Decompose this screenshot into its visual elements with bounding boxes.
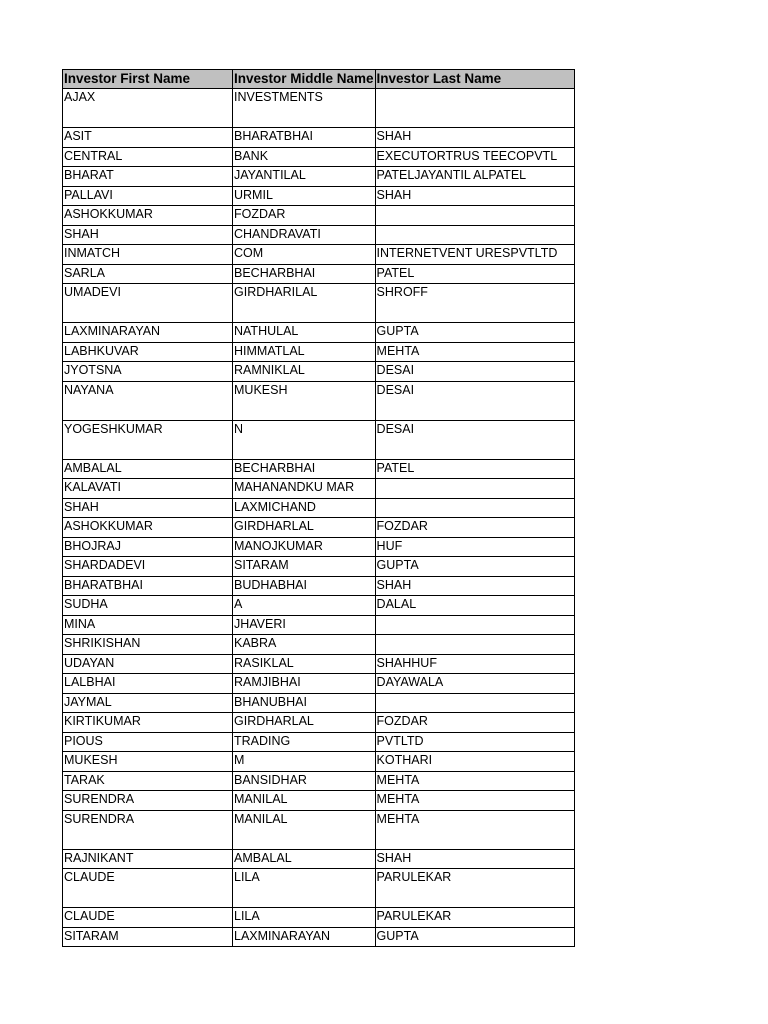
cell-first-name: SHARDADEVI bbox=[63, 557, 233, 577]
table-row bbox=[63, 908, 575, 928]
cell-first-name: SUDHA bbox=[63, 596, 233, 616]
cell-last-name: PATEL bbox=[375, 264, 574, 284]
cell-first-name: TARAK bbox=[63, 771, 233, 791]
cell-last-name: PATELJAYANTIL ALPATEL bbox=[375, 167, 574, 187]
cell-middle-name: MUKESH bbox=[233, 381, 376, 420]
cell-middle-name: LAXMICHAND bbox=[233, 498, 376, 518]
cell-first-name: BHARAT bbox=[63, 167, 233, 187]
table-row bbox=[63, 284, 575, 323]
cell-last-name bbox=[375, 693, 574, 713]
cell-middle-name: JHAVERI bbox=[233, 615, 376, 635]
cell-last-name bbox=[375, 498, 574, 518]
table-row bbox=[63, 167, 575, 187]
table-row bbox=[63, 206, 575, 226]
table-body bbox=[63, 89, 575, 947]
cell-last-name: DESAI bbox=[375, 420, 574, 459]
cell-middle-name: BANK bbox=[233, 147, 376, 167]
cell-last-name: GUPTA bbox=[375, 927, 574, 947]
table-row bbox=[63, 693, 575, 713]
cell-first-name: ASIT bbox=[63, 128, 233, 148]
cell-last-name: EXECUTORTRUS TEECOPVTL bbox=[375, 147, 574, 167]
investor-table bbox=[62, 69, 575, 947]
cell-first-name: MINA bbox=[63, 615, 233, 635]
cell-middle-name: GIRDHARILAL bbox=[233, 284, 376, 323]
table-row bbox=[63, 479, 575, 499]
cell-first-name: KIRTIKUMAR bbox=[63, 713, 233, 733]
table-row bbox=[63, 89, 575, 128]
cell-last-name: MEHTA bbox=[375, 810, 574, 849]
cell-last-name bbox=[375, 635, 574, 655]
cell-middle-name: MANOJKUMAR bbox=[233, 537, 376, 557]
cell-last-name: MEHTA bbox=[375, 791, 574, 811]
cell-first-name: PIOUS bbox=[63, 732, 233, 752]
cell-last-name: PATEL bbox=[375, 459, 574, 479]
table-row bbox=[63, 323, 575, 343]
cell-last-name: SHAH bbox=[375, 128, 574, 148]
cell-first-name: UDAYAN bbox=[63, 654, 233, 674]
cell-middle-name: AMBALAL bbox=[233, 849, 376, 869]
table-row bbox=[63, 498, 575, 518]
cell-last-name: PVTLTD bbox=[375, 732, 574, 752]
cell-first-name: RAJNIKANT bbox=[63, 849, 233, 869]
cell-last-name: SHAHHUF bbox=[375, 654, 574, 674]
table-row bbox=[63, 362, 575, 382]
cell-middle-name: LILA bbox=[233, 869, 376, 908]
cell-last-name bbox=[375, 225, 574, 245]
cell-last-name: FOZDAR bbox=[375, 518, 574, 538]
table-row bbox=[63, 752, 575, 772]
cell-middle-name: HIMMATLAL bbox=[233, 342, 376, 362]
cell-last-name: HUF bbox=[375, 537, 574, 557]
cell-middle-name: MANILAL bbox=[233, 810, 376, 849]
table-row bbox=[63, 537, 575, 557]
cell-first-name: UMADEVI bbox=[63, 284, 233, 323]
cell-last-name: MEHTA bbox=[375, 342, 574, 362]
cell-last-name: FOZDAR bbox=[375, 713, 574, 733]
cell-middle-name: RASIKLAL bbox=[233, 654, 376, 674]
cell-last-name: DESAI bbox=[375, 362, 574, 382]
cell-last-name: SHAH bbox=[375, 849, 574, 869]
cell-middle-name: BECHARBHAI bbox=[233, 264, 376, 284]
cell-first-name: SARLA bbox=[63, 264, 233, 284]
table-row bbox=[63, 635, 575, 655]
cell-middle-name: BUDHABHAI bbox=[233, 576, 376, 596]
cell-last-name bbox=[375, 615, 574, 635]
cell-middle-name: JAYANTILAL bbox=[233, 167, 376, 187]
table-row bbox=[63, 245, 575, 265]
table-row bbox=[63, 381, 575, 420]
cell-middle-name: N bbox=[233, 420, 376, 459]
cell-first-name: INMATCH bbox=[63, 245, 233, 265]
cell-last-name: GUPTA bbox=[375, 323, 574, 343]
cell-middle-name: INVESTMENTS bbox=[233, 89, 376, 128]
table-row bbox=[63, 147, 575, 167]
cell-middle-name: FOZDAR bbox=[233, 206, 376, 226]
cell-middle-name: BHARATBHAI bbox=[233, 128, 376, 148]
table-row bbox=[63, 615, 575, 635]
cell-first-name: NAYANA bbox=[63, 381, 233, 420]
cell-middle-name: KABRA bbox=[233, 635, 376, 655]
table-row bbox=[63, 791, 575, 811]
cell-first-name: BHARATBHAI bbox=[63, 576, 233, 596]
cell-last-name: INTERNETVENT URESPVTLTD bbox=[375, 245, 574, 265]
cell-first-name: MUKESH bbox=[63, 752, 233, 772]
table-row bbox=[63, 459, 575, 479]
table-row bbox=[63, 557, 575, 577]
cell-last-name bbox=[375, 479, 574, 499]
cell-first-name: AMBALAL bbox=[63, 459, 233, 479]
table-row bbox=[63, 869, 575, 908]
cell-middle-name: SITARAM bbox=[233, 557, 376, 577]
cell-first-name: JYOTSNA bbox=[63, 362, 233, 382]
cell-first-name: SHRIKISHAN bbox=[63, 635, 233, 655]
table-row bbox=[63, 342, 575, 362]
cell-first-name: SURENDRA bbox=[63, 791, 233, 811]
cell-first-name: LABHKUVAR bbox=[63, 342, 233, 362]
cell-last-name: GUPTA bbox=[375, 557, 574, 577]
table-header bbox=[63, 70, 575, 89]
header-middle-name: Investor Middle Name bbox=[233, 70, 376, 89]
cell-last-name bbox=[375, 89, 574, 128]
cell-first-name: CENTRAL bbox=[63, 147, 233, 167]
cell-middle-name: LAXMINARAYAN bbox=[233, 927, 376, 947]
cell-last-name: PARULEKAR bbox=[375, 908, 574, 928]
table-row bbox=[63, 810, 575, 849]
cell-last-name: KOTHARI bbox=[375, 752, 574, 772]
cell-last-name: DALAL bbox=[375, 596, 574, 616]
cell-middle-name: A bbox=[233, 596, 376, 616]
cell-first-name: SHAH bbox=[63, 225, 233, 245]
cell-middle-name: COM bbox=[233, 245, 376, 265]
cell-last-name: SHAH bbox=[375, 186, 574, 206]
table-row bbox=[63, 420, 575, 459]
table-row bbox=[63, 128, 575, 148]
cell-first-name: PALLAVI bbox=[63, 186, 233, 206]
cell-middle-name: MAHANANDKU MAR bbox=[233, 479, 376, 499]
cell-last-name: DESAI bbox=[375, 381, 574, 420]
cell-middle-name: RAMNIKLAL bbox=[233, 362, 376, 382]
cell-middle-name: BECHARBHAI bbox=[233, 459, 376, 479]
table-row bbox=[63, 264, 575, 284]
cell-first-name: SHAH bbox=[63, 498, 233, 518]
cell-first-name: SURENDRA bbox=[63, 810, 233, 849]
cell-last-name: SHAH bbox=[375, 576, 574, 596]
cell-middle-name: TRADING bbox=[233, 732, 376, 752]
cell-middle-name: NATHULAL bbox=[233, 323, 376, 343]
table-row bbox=[63, 713, 575, 733]
cell-first-name: SITARAM bbox=[63, 927, 233, 947]
table-row bbox=[63, 654, 575, 674]
cell-first-name: ASHOKKUMAR bbox=[63, 206, 233, 226]
table-row bbox=[63, 576, 575, 596]
cell-middle-name: BANSIDHAR bbox=[233, 771, 376, 791]
cell-middle-name: MANILAL bbox=[233, 791, 376, 811]
table-row bbox=[63, 186, 575, 206]
table-row bbox=[63, 518, 575, 538]
table-row bbox=[63, 596, 575, 616]
table-row bbox=[63, 849, 575, 869]
cell-first-name: JAYMAL bbox=[63, 693, 233, 713]
cell-first-name: YOGESHKUMAR bbox=[63, 420, 233, 459]
cell-middle-name: GIRDHARLAL bbox=[233, 713, 376, 733]
table-row bbox=[63, 225, 575, 245]
cell-last-name: MEHTA bbox=[375, 771, 574, 791]
table-row bbox=[63, 732, 575, 752]
cell-last-name: DAYAWALA bbox=[375, 674, 574, 694]
cell-first-name: LALBHAI bbox=[63, 674, 233, 694]
table-row bbox=[63, 927, 575, 947]
cell-middle-name: RAMJIBHAI bbox=[233, 674, 376, 694]
cell-middle-name: GIRDHARLAL bbox=[233, 518, 376, 538]
cell-middle-name: URMIL bbox=[233, 186, 376, 206]
cell-last-name bbox=[375, 206, 574, 226]
cell-first-name: ASHOKKUMAR bbox=[63, 518, 233, 538]
header-first-name: Investor First Name bbox=[63, 70, 233, 89]
cell-first-name: BHOJRAJ bbox=[63, 537, 233, 557]
header-last-name: Investor Last Name bbox=[375, 70, 574, 89]
cell-middle-name: CHANDRAVATI bbox=[233, 225, 376, 245]
cell-first-name: KALAVATI bbox=[63, 479, 233, 499]
cell-last-name: PARULEKAR bbox=[375, 869, 574, 908]
cell-middle-name: LILA bbox=[233, 908, 376, 928]
cell-middle-name: M bbox=[233, 752, 376, 772]
table-row bbox=[63, 674, 575, 694]
cell-first-name: CLAUDE bbox=[63, 908, 233, 928]
cell-middle-name: BHANUBHAI bbox=[233, 693, 376, 713]
cell-last-name: SHROFF bbox=[375, 284, 574, 323]
header-row bbox=[63, 70, 575, 89]
cell-first-name: LAXMINARAYAN bbox=[63, 323, 233, 343]
cell-first-name: CLAUDE bbox=[63, 869, 233, 908]
cell-first-name: AJAX bbox=[63, 89, 233, 128]
table-row bbox=[63, 771, 575, 791]
